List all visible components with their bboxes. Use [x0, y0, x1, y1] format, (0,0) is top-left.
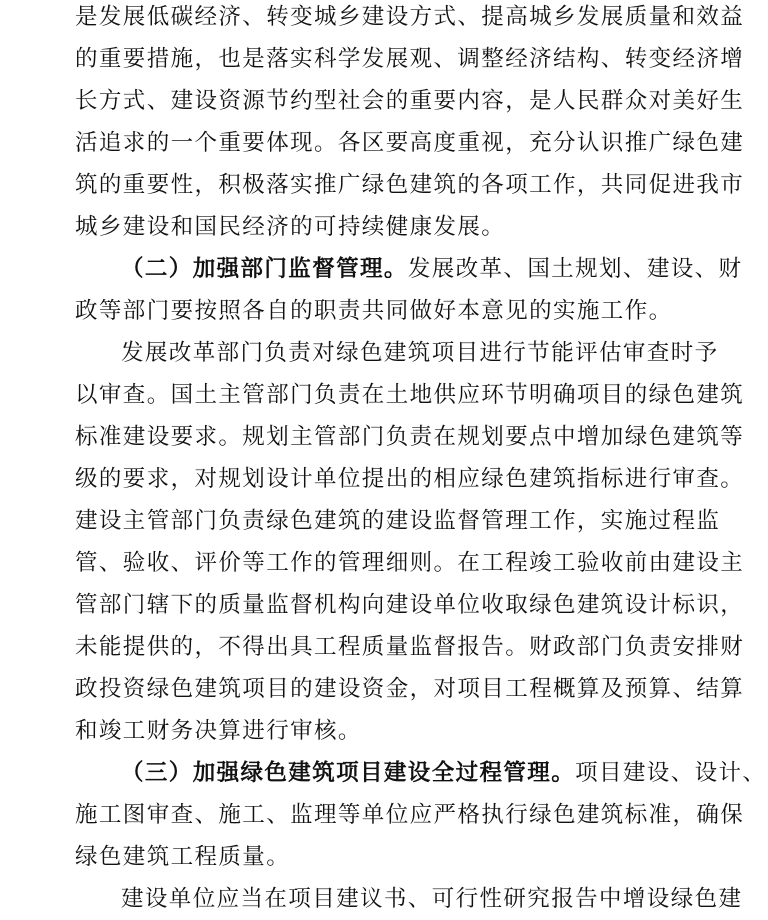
text-line: 未能提供的，不得出具工程质量监督报告。财政部门负责安排财 [75, 634, 745, 660]
text-line: 政等部门要按照各自的职责共同做好本意见的实施工作。 [75, 298, 673, 324]
text-line: 建设主管部门负责绿色建筑的建设监督管理工作，实施过程监 [75, 508, 721, 534]
text-line: 标准建设要求。规划主管部门负责在规划要点中增加绿色建筑等 [75, 424, 745, 450]
text-line: 活追求的一个重要体现。各区要高度重视，充分认识推广绿色建 [75, 130, 745, 156]
text-line: 是发展低碳经济、转变城乡建设方式、提高城乡发展质量和效益 [75, 4, 745, 30]
text-line: 的重要措施，也是落实科学发展观、调整经济结构、转变经济增 [75, 46, 745, 72]
text-line: 和竣工财务决算进行审核。 [75, 718, 362, 744]
paragraph [75, 0, 745, 248]
document-page [75, 0, 767, 920]
text-line: 绿色建筑工程质量。 [75, 844, 291, 870]
paragraph-section-2 [75, 248, 743, 332]
text-line: 筑的重要性，积极落实推广绿色建筑的各项工作，共同促进我市 [75, 172, 745, 198]
section-text: 发展改革、国土规划、建设、财 [407, 256, 743, 282]
paragraph [75, 878, 743, 920]
text-line: 施工图审查、施工、监理等单位应严格执行绿色建筑标准，确保 [75, 802, 745, 828]
text-line: 发展改革部门负责对绿色建筑项目进行节能评估审查时予 [121, 340, 719, 366]
section-text: 项目建设、设计、 [575, 760, 767, 786]
paragraph [75, 332, 745, 752]
text-line: 城乡建设和国民经济的可持续健康发展。 [75, 214, 506, 240]
text-line [75, 248, 743, 290]
text-line: 长方式、建设资源节约型社会的重要内容，是人民群众对美好生 [75, 88, 745, 114]
text-line: 级的要求，对规划设计单位提出的相应绿色建筑指标进行审查。 [75, 466, 745, 492]
text-line: 管、验收、评价等工作的管理细则。在工程竣工验收前由建设主 [75, 550, 745, 576]
paragraph-section-3 [75, 752, 767, 878]
section-heading: （三）加强绿色建筑项目建设全过程管理。 [121, 760, 576, 786]
text-line: 以审查。国土主管部门负责在土地供应环节明确项目的绿色建筑 [75, 382, 745, 408]
text-line: 管部门辖下的质量监督机构向建设单位收取绿色建筑设计标识， [75, 592, 745, 618]
text-line: 建设单位应当在项目建议书、可行性研究报告中增设绿色建 [121, 886, 743, 912]
text-line [75, 752, 767, 794]
text-line: 政投资绿色建筑项目的建设资金，对项目工程概算及预算、结算 [75, 676, 745, 702]
section-heading: （二）加强部门监督管理。 [121, 256, 408, 282]
